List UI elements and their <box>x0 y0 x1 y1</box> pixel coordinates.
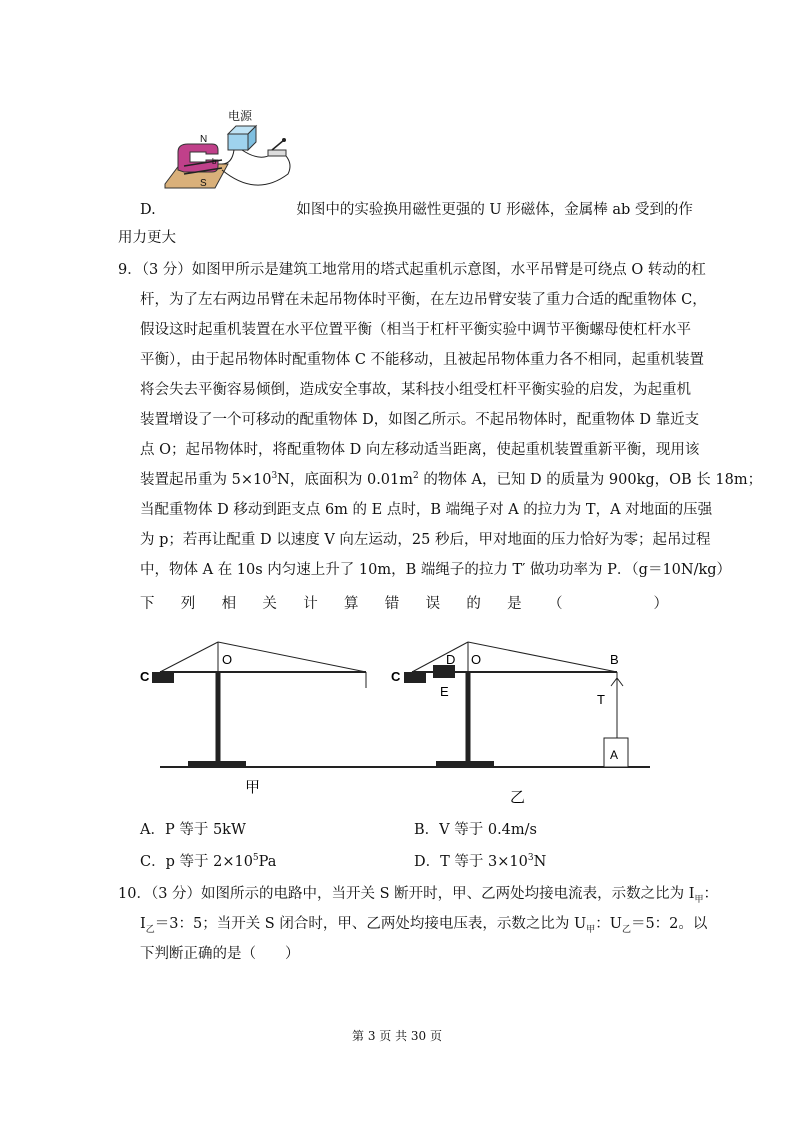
q9-line-6: 装置增设了一个可移动的配重物体 D，如图乙所示。不起吊物体时，配重物体 D 靠近支 <box>140 412 700 428</box>
power-label: 电源 <box>228 109 253 123</box>
q9-line-12: 下 列 相 关 计 算 错 误 的 是 （ ） <box>140 596 668 612</box>
q10-line-1: 10．（3 分）如图所示的电路中，当开关 S 断开时，甲、乙两处均接电流表，示数之比为 $I_甲$： <box>118 886 719 905</box>
yi-d-label: D <box>446 652 456 667</box>
q9-line-9: 当配重物体 D 移动到距支点 6m 的 E 点时，B 端绳子对 A 的拉力为 T，A 对地面的压强 <box>140 502 713 518</box>
yi-o-label: O <box>471 652 482 667</box>
q9-option-b[interactable]: B．V 等于 0.4m/s <box>414 822 537 838</box>
jia-caption: 甲 <box>245 779 261 796</box>
q9-line-11: 中，物体 A 在 10s 内匀速上升了 10m，B 端绳子的拉力 T′ 做功功率为 P．（g＝10N/kg） <box>140 562 732 578</box>
yi-c-label: C <box>391 669 401 684</box>
yi-caption: 乙 <box>510 789 526 806</box>
crane-figure <box>130 628 690 808</box>
magnet-n-label: N <box>200 134 208 145</box>
rod-b-label: b <box>212 157 217 166</box>
q9-line-7: 点 O；起吊物体时，将配重物体 D 向左移动适当距离，使起重机装置重新平衡，现用该 <box>140 442 700 458</box>
jia-c-label: C <box>140 669 150 684</box>
q9-line-8: 装置起吊重为 $5\times 10^3N$，底面积为 $0.01m^2$ 的物体 A，已知 D 的质量为 900kg，OB 长 18m； <box>140 471 763 488</box>
option-d-label: D. <box>140 202 156 218</box>
motor-experiment-figure <box>160 102 300 202</box>
yi-b-label: B <box>610 652 619 667</box>
jia-o-label: O <box>222 652 233 667</box>
q9-line-2: 杆，为了左右两边吊臂在未起吊物体时平衡，在左边吊臂安装了重力合适的配重物体 C， <box>140 292 707 308</box>
option-d-line-1 <box>140 200 693 220</box>
yi-e-label: E <box>440 684 449 699</box>
option-d-line-2: 用力更大 <box>118 230 176 246</box>
yi-t-label: T <box>597 692 605 707</box>
q10-line-2: $I_乙=3$：5；当开关 S 闭合时，甲、乙两处均接电压表，示数之比为 $U_甲$：$U_乙=5$：2。以 <box>140 916 708 935</box>
option-d-text: 如图中的实验换用磁性更强的 U 形磁体，金属棒 ab 受到的作 <box>296 202 693 218</box>
q9-line-1: 9．（3 分）如图甲所示是建筑工地常用的塔式起重机示意图，水平吊臂是可绕点 O 转动的杠 <box>118 262 706 278</box>
q9-line-4: 平衡），由于起吊物体时配重物体 C 不能移动，且被起吊物体重力各不相同，起重机装置 <box>140 352 705 368</box>
q9-line-5: 将会失去平衡容易倾倒，造成安全事故，某科技小组受杠杆平衡实验的启发，为起重机 <box>140 382 691 398</box>
yi-a-label: A <box>610 748 619 762</box>
magnet-s-label: S <box>200 178 207 189</box>
q9-option-a[interactable]: A．P 等于 5kW <box>140 822 246 838</box>
q9-option-c[interactable]: C．p 等于 $2\times 10^5Pa$ <box>140 853 277 870</box>
q10-line-3: 下判断正确的是（ ） <box>140 946 300 962</box>
q9-option-d[interactable]: D．T 等于 $3\times 10^3N$ <box>414 853 547 870</box>
q9-line-3: 假设这时起重机装置在水平位置平衡（相当于杠杆平衡实验中调节平衡螺母使杠杆水平 <box>140 322 691 338</box>
page-footer: 第 3 页 共 30 页 <box>352 1029 442 1043</box>
q9-line-10: 为 p；若再让配重 D 以速度 V 向左运动，25 秒后，甲对地面的压力恰好为零；起吊过程 <box>140 532 711 548</box>
